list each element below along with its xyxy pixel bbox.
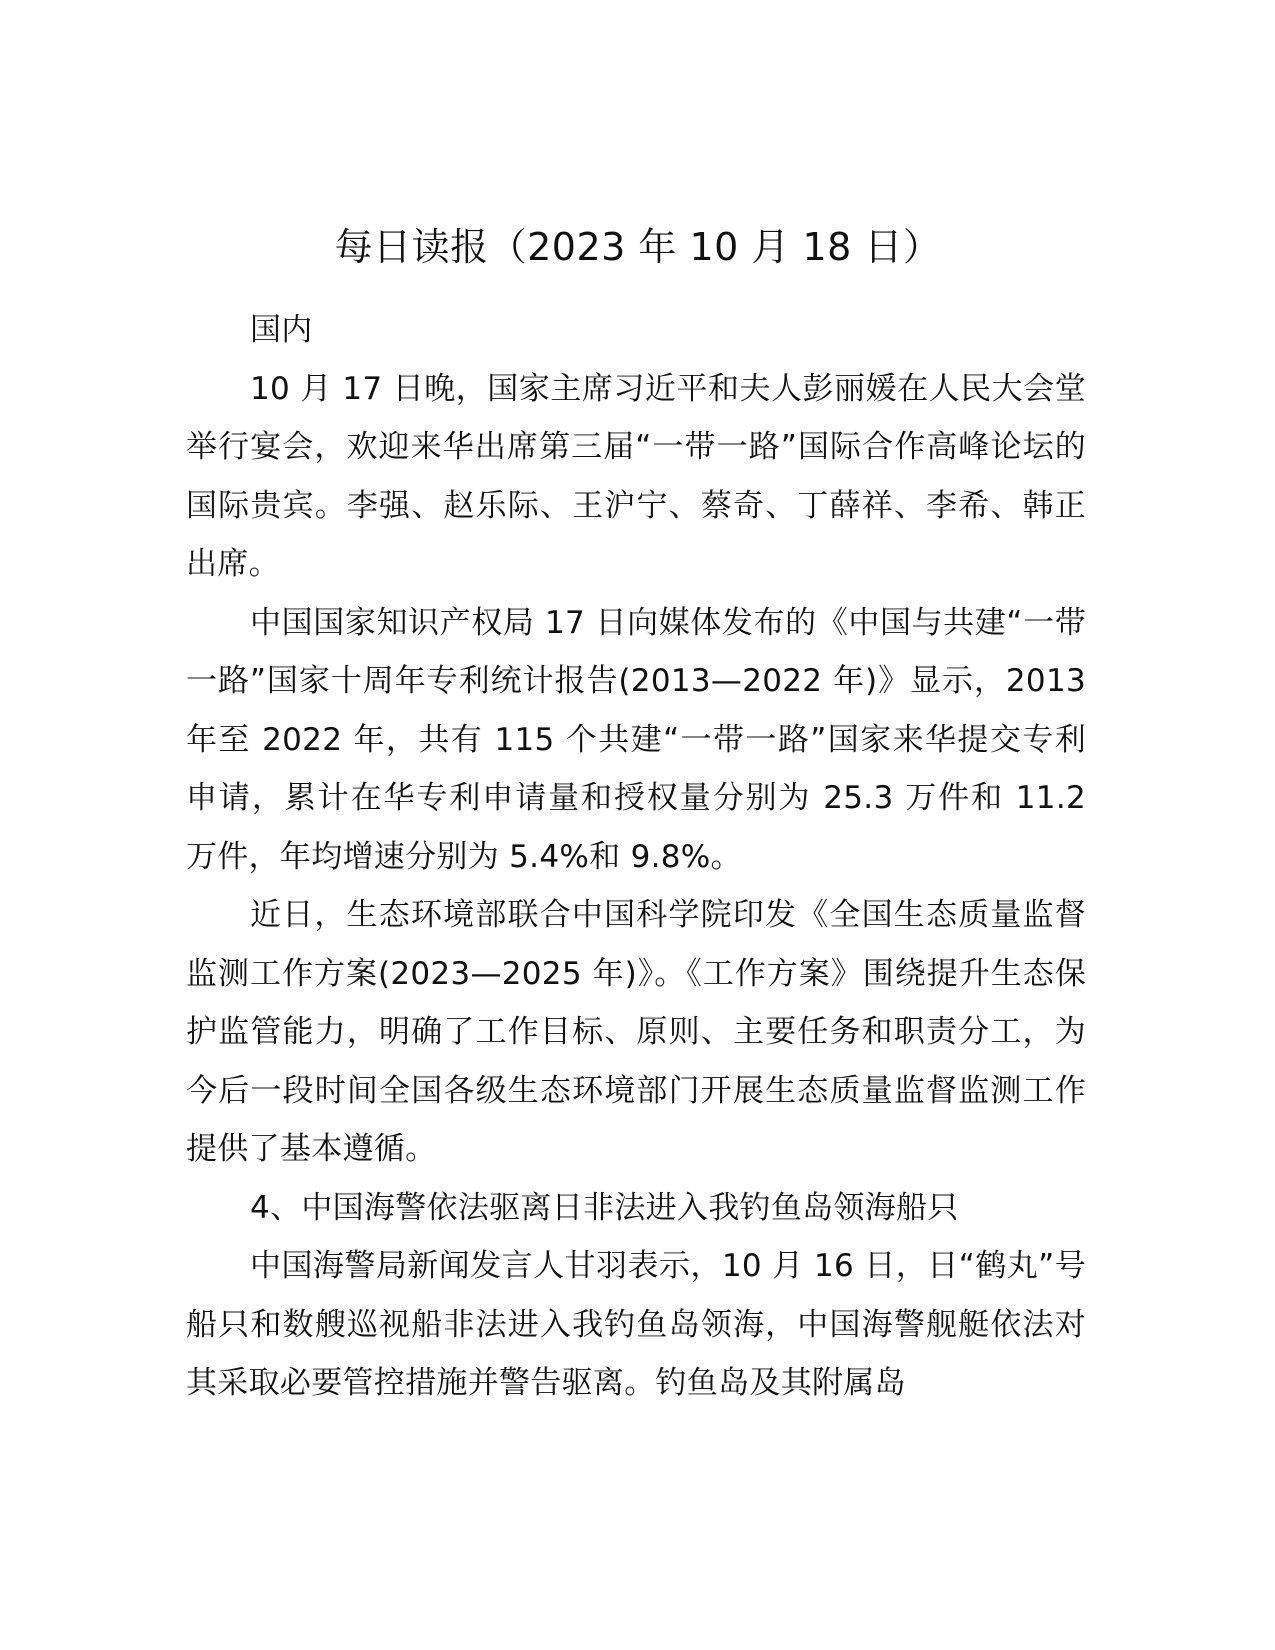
paragraph-ecology-plan: 近日，生态环境部联合中国科学院印发《全国生态质量监督监测工作方案(2023—2025 年)》。《工作方案》围绕提升生态保护监管能力，明确了工作目标、原则、主要任务和职责分工，为今后一段时间全国各级生态环境部门开展生态质量监督监测工作提供了基本遵循。 (186, 897, 1086, 1167)
document-title: 每日读报（2023 年 10 月 18 日） (334, 225, 942, 269)
section-heading-domestic: 国内 (250, 312, 313, 348)
document-body (186, 301, 1086, 1413)
news-heading-coast-guard: 4、中国海警依法驱离日非法进入我钓鱼岛领海船只 (250, 1189, 959, 1226)
paragraph-patent-report: 中国国家知识产权局 17 日向媒体发布的《中国与共建“一带一路”国家十周年专利统计报告(2013—2022 年)》显示，2013 年至 2022 年，共有 115 个共建“一带一路”国家来华提交专利申请，累计在华专利申请量和授权量分别为 25.3 万件和 11.2 万件，年均增速分别为 5.4%和 9.8%。 (186, 604, 1086, 875)
paragraph-coast-guard: 中国海警局新闻发言人甘羽表示，10 月 16 日，日“鹤丸”号船只和数艘巡视船非法进入我钓鱼岛领海，中国海警舰艇依法对其采取必要管控措施并警告驱离。钓鱼岛及其附属岛 (186, 1248, 1086, 1401)
paragraph-banquet: 10 月 17 日晚，国家主席习近平和夫人彭丽媛在人民大会堂举行宴会，欢迎来华出席第三届“一带一路”国际合作高峰论坛的国际贵宾。李强、赵乐际、王沪宁、蔡奇、丁薛祥、李希、韩正出席。 (186, 370, 1086, 582)
